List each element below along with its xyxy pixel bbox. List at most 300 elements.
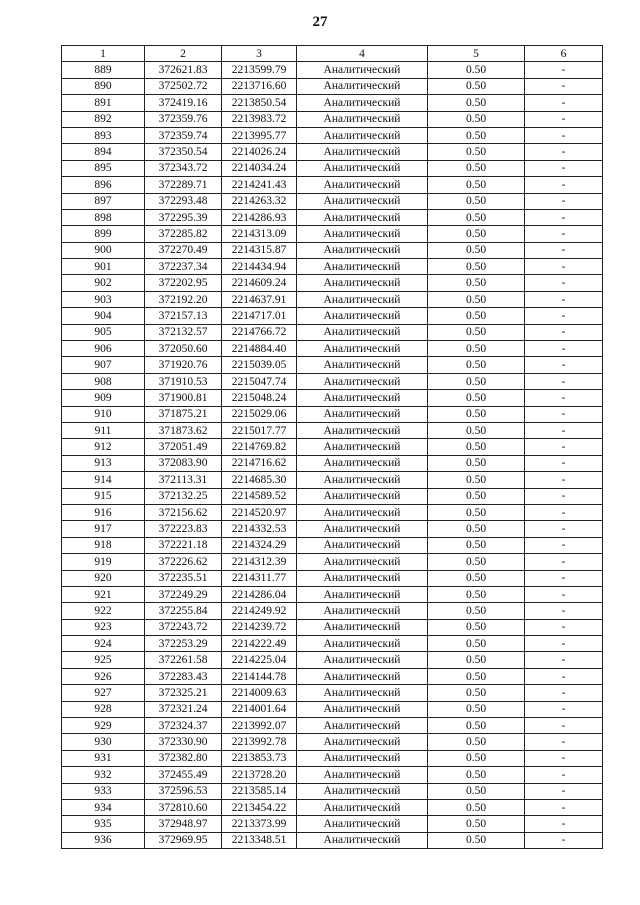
table-cell: Аналитический <box>297 488 428 504</box>
table-cell: - <box>525 111 603 127</box>
table-cell: Аналитический <box>297 799 428 815</box>
table-cell: Аналитический <box>297 95 428 111</box>
table-cell: 2213716.60 <box>222 78 297 94</box>
table-cell: Аналитический <box>297 62 428 78</box>
table-cell: 923 <box>62 619 145 635</box>
table-cell: 372157.13 <box>145 308 222 324</box>
table-cell: 372502.72 <box>145 78 222 94</box>
table-cell: 372350.54 <box>145 144 222 160</box>
table-row <box>62 291 603 307</box>
table-cell: - <box>525 799 603 815</box>
table-cell: 921 <box>62 586 145 602</box>
table-cell: 372325.21 <box>145 685 222 701</box>
table-cell: Аналитический <box>297 521 428 537</box>
table-cell: - <box>525 570 603 586</box>
table-cell: - <box>525 193 603 209</box>
table-cell: 0.50 <box>428 406 525 422</box>
table-cell: 0.50 <box>428 341 525 357</box>
table-cell: - <box>525 816 603 832</box>
table-cell: 372243.72 <box>145 619 222 635</box>
table-cell: 931 <box>62 750 145 766</box>
table-row <box>62 652 603 668</box>
table-row <box>62 226 603 242</box>
table-cell: 372293.48 <box>145 193 222 209</box>
table-cell: 2214009.63 <box>222 685 297 701</box>
table-cell: - <box>525 718 603 734</box>
table-cell: 0.50 <box>428 439 525 455</box>
table-cell: Аналитический <box>297 504 428 520</box>
table-cell: 2213454.22 <box>222 799 297 815</box>
table-cell: 910 <box>62 406 145 422</box>
table-cell: - <box>525 357 603 373</box>
table-cell: 372132.57 <box>145 324 222 340</box>
table-cell: 2214249.92 <box>222 603 297 619</box>
table-cell: 902 <box>62 275 145 291</box>
table-cell: 2214315.87 <box>222 242 297 258</box>
table-cell: 907 <box>62 357 145 373</box>
table-row <box>62 603 603 619</box>
table-row <box>62 799 603 815</box>
table-cell: 2214434.94 <box>222 259 297 275</box>
table-cell: - <box>525 832 603 848</box>
page-number: 27 <box>312 14 328 30</box>
table-row <box>62 488 603 504</box>
table-cell: - <box>525 324 603 340</box>
column-header: 2 <box>145 46 222 62</box>
table-cell: 2214324.29 <box>222 537 297 553</box>
table-row <box>62 570 603 586</box>
table-row <box>62 144 603 160</box>
table-row <box>62 62 603 78</box>
table-cell: 0.50 <box>428 144 525 160</box>
table-cell: 911 <box>62 422 145 438</box>
table-cell: 913 <box>62 455 145 471</box>
table-cell: 904 <box>62 308 145 324</box>
table-row <box>62 750 603 766</box>
table-cell: 2214312.39 <box>222 554 297 570</box>
table-cell: - <box>525 636 603 652</box>
table-cell: 2213373.99 <box>222 816 297 832</box>
table-cell: Аналитический <box>297 767 428 783</box>
table-cell: 0.50 <box>428 259 525 275</box>
table-cell: - <box>525 406 603 422</box>
table-cell: Аналитический <box>297 193 428 209</box>
column-header: 4 <box>297 46 428 62</box>
table-cell: 372382.80 <box>145 750 222 766</box>
table-cell: 0.50 <box>428 619 525 635</box>
table-cell: - <box>525 652 603 668</box>
table-cell: 372202.95 <box>145 275 222 291</box>
table-cell: 0.50 <box>428 586 525 602</box>
table-cell: 372051.49 <box>145 439 222 455</box>
table-cell: 916 <box>62 504 145 520</box>
table-cell: 920 <box>62 570 145 586</box>
table-row <box>62 373 603 389</box>
table-cell: 928 <box>62 701 145 717</box>
table-cell: 0.50 <box>428 177 525 193</box>
table-cell: 0.50 <box>428 308 525 324</box>
column-header: 6 <box>525 46 603 62</box>
table-cell: Аналитический <box>297 275 428 291</box>
table-cell: 371875.21 <box>145 406 222 422</box>
table-cell: 0.50 <box>428 111 525 127</box>
table-cell: 372113.31 <box>145 472 222 488</box>
table-cell: 926 <box>62 668 145 684</box>
table-cell: 2213348.51 <box>222 832 297 848</box>
table-cell: 372359.74 <box>145 127 222 143</box>
table-row <box>62 406 603 422</box>
table-cell: - <box>525 177 603 193</box>
table-row <box>62 472 603 488</box>
table-cell: 2214637.91 <box>222 291 297 307</box>
table-cell: 0.50 <box>428 324 525 340</box>
table-cell: 0.50 <box>428 816 525 832</box>
table-cell: Аналитический <box>297 439 428 455</box>
table-cell: 2215047.74 <box>222 373 297 389</box>
table-cell: - <box>525 341 603 357</box>
table-row <box>62 767 603 783</box>
table-cell: Аналитический <box>297 259 428 275</box>
table-row <box>62 586 603 602</box>
table-cell: 922 <box>62 603 145 619</box>
table-cell: 2214589.52 <box>222 488 297 504</box>
table-cell: 908 <box>62 373 145 389</box>
table-cell: 0.50 <box>428 291 525 307</box>
table-cell: 372226.62 <box>145 554 222 570</box>
table-cell: - <box>525 586 603 602</box>
column-header: 1 <box>62 46 145 62</box>
table-row <box>62 783 603 799</box>
table-cell: 2213853.73 <box>222 750 297 766</box>
table-row <box>62 341 603 357</box>
table-cell: - <box>525 537 603 553</box>
table-cell: 372156.62 <box>145 504 222 520</box>
table-row <box>62 259 603 275</box>
table-cell: 371873.62 <box>145 422 222 438</box>
table-cell: 372223.83 <box>145 521 222 537</box>
table-cell: 935 <box>62 816 145 832</box>
table-cell: 372235.51 <box>145 570 222 586</box>
table-cell: - <box>525 209 603 225</box>
table-cell: 2213585.14 <box>222 783 297 799</box>
table-cell: - <box>525 291 603 307</box>
table-cell: - <box>525 95 603 111</box>
table-row <box>62 685 603 701</box>
table-cell: Аналитический <box>297 554 428 570</box>
table-cell: Аналитический <box>297 685 428 701</box>
table-cell: 372249.29 <box>145 586 222 602</box>
table-cell: 0.50 <box>428 455 525 471</box>
table-cell: 372192.20 <box>145 291 222 307</box>
table-cell: - <box>525 783 603 799</box>
table-cell: Аналитический <box>297 308 428 324</box>
table-cell: - <box>525 554 603 570</box>
table-cell: 372132.25 <box>145 488 222 504</box>
table-cell: 932 <box>62 767 145 783</box>
table-cell: 0.50 <box>428 799 525 815</box>
table-cell: 0.50 <box>428 357 525 373</box>
table-cell: 372359.76 <box>145 111 222 127</box>
table-cell: 372289.71 <box>145 177 222 193</box>
table-cell: Аналитический <box>297 816 428 832</box>
table-cell: 2214332.53 <box>222 521 297 537</box>
table-cell: Аналитический <box>297 422 428 438</box>
table-cell: Аналитический <box>297 78 428 94</box>
table-cell: Аналитический <box>297 472 428 488</box>
table-cell: Аналитический <box>297 586 428 602</box>
table-cell: 899 <box>62 226 145 242</box>
table-row <box>62 242 603 258</box>
table-cell: - <box>525 668 603 684</box>
table-cell: 934 <box>62 799 145 815</box>
table-cell: 372948.97 <box>145 816 222 832</box>
table-cell: 2214225.04 <box>222 652 297 668</box>
table-cell: Аналитический <box>297 209 428 225</box>
table-cell: 2215029.06 <box>222 406 297 422</box>
table-cell: 372596.53 <box>145 783 222 799</box>
table-row <box>62 537 603 553</box>
table-cell: 372810.60 <box>145 799 222 815</box>
table-cell: 896 <box>62 177 145 193</box>
table-cell: Аналитический <box>297 718 428 734</box>
table-cell: Аналитический <box>297 406 428 422</box>
table-cell: Аналитический <box>297 455 428 471</box>
table-cell: Аналитический <box>297 832 428 848</box>
table-cell: 0.50 <box>428 750 525 766</box>
table-cell: 0.50 <box>428 242 525 258</box>
table-cell: 372221.18 <box>145 537 222 553</box>
table-cell: - <box>525 504 603 520</box>
table-cell: 371920.76 <box>145 357 222 373</box>
table-row <box>62 390 603 406</box>
table-cell: - <box>525 455 603 471</box>
table-cell: 929 <box>62 718 145 734</box>
table-cell: 0.50 <box>428 537 525 553</box>
table-cell: 372324.37 <box>145 718 222 734</box>
table-cell: 2214034.24 <box>222 160 297 176</box>
table-cell: Аналитический <box>297 324 428 340</box>
table-cell: 927 <box>62 685 145 701</box>
table-cell: 2214239.72 <box>222 619 297 635</box>
table-cell: 371900.81 <box>145 390 222 406</box>
table-row <box>62 160 603 176</box>
table-cell: 2215048.24 <box>222 390 297 406</box>
table-cell: - <box>525 422 603 438</box>
table-cell: 372285.82 <box>145 226 222 242</box>
table-cell: Аналитический <box>297 734 428 750</box>
table-cell: - <box>525 685 603 701</box>
table-cell: 0.50 <box>428 390 525 406</box>
table-cell: 2214286.04 <box>222 586 297 602</box>
table-row <box>62 554 603 570</box>
table-row <box>62 439 603 455</box>
table-cell: 0.50 <box>428 701 525 717</box>
table-cell: Аналитический <box>297 570 428 586</box>
table-cell: - <box>525 734 603 750</box>
table-cell: Аналитический <box>297 701 428 717</box>
table-cell: - <box>525 78 603 94</box>
table-cell: Аналитический <box>297 177 428 193</box>
table-row <box>62 816 603 832</box>
table-cell: 892 <box>62 111 145 127</box>
table-cell: 372455.49 <box>145 767 222 783</box>
table-cell: 372255.84 <box>145 603 222 619</box>
table-cell: Аналитический <box>297 652 428 668</box>
table-cell: 0.50 <box>428 504 525 520</box>
table-cell: Аналитический <box>297 373 428 389</box>
table-cell: - <box>525 275 603 291</box>
table-cell: 0.50 <box>428 783 525 799</box>
table-cell: 2215039.05 <box>222 357 297 373</box>
table-cell: 2213992.78 <box>222 734 297 750</box>
table-cell: - <box>525 259 603 275</box>
table-cell: - <box>525 701 603 717</box>
table-cell: 933 <box>62 783 145 799</box>
table-cell: 0.50 <box>428 127 525 143</box>
table-cell: 372343.72 <box>145 160 222 176</box>
table-cell: - <box>525 750 603 766</box>
table-cell: Аналитический <box>297 341 428 357</box>
table-cell: 2214716.62 <box>222 455 297 471</box>
table-cell: 0.50 <box>428 554 525 570</box>
table-cell: 0.50 <box>428 718 525 734</box>
table-cell: Аналитический <box>297 636 428 652</box>
table-cell: 372283.43 <box>145 668 222 684</box>
table-cell: 2214609.24 <box>222 275 297 291</box>
table-cell: 0.50 <box>428 652 525 668</box>
table-cell: 372261.58 <box>145 652 222 668</box>
table-row <box>62 521 603 537</box>
table-cell: 0.50 <box>428 472 525 488</box>
table-cell: 0.50 <box>428 62 525 78</box>
table-cell: 890 <box>62 78 145 94</box>
table-cell: 900 <box>62 242 145 258</box>
table-cell: 895 <box>62 160 145 176</box>
table-cell: - <box>525 767 603 783</box>
table-cell: 2214263.32 <box>222 193 297 209</box>
table-cell: 898 <box>62 209 145 225</box>
table-cell: 0.50 <box>428 832 525 848</box>
table-cell: 2213992.07 <box>222 718 297 734</box>
table-cell: 924 <box>62 636 145 652</box>
table-cell: 909 <box>62 390 145 406</box>
table-row <box>62 619 603 635</box>
table-cell: 372330.90 <box>145 734 222 750</box>
table-row <box>62 275 603 291</box>
coordinates-table <box>61 45 603 849</box>
table-cell: 2214001.64 <box>222 701 297 717</box>
table-cell: 903 <box>62 291 145 307</box>
table-cell: Аналитический <box>297 619 428 635</box>
table-cell: 919 <box>62 554 145 570</box>
table-cell: 2214685.30 <box>222 472 297 488</box>
table-cell: 2214313.09 <box>222 226 297 242</box>
table-row <box>62 718 603 734</box>
table-cell: 2214144.78 <box>222 668 297 684</box>
table-row <box>62 209 603 225</box>
table-cell: - <box>525 373 603 389</box>
table-cell: Аналитический <box>297 242 428 258</box>
table-cell: 0.50 <box>428 570 525 586</box>
table-cell: 372419.16 <box>145 95 222 111</box>
table-cell: 372253.29 <box>145 636 222 652</box>
table-cell: - <box>525 390 603 406</box>
table-cell: 0.50 <box>428 521 525 537</box>
table-cell: 2215017.77 <box>222 422 297 438</box>
header-row <box>62 46 603 62</box>
table-cell: Аналитический <box>297 111 428 127</box>
table-row <box>62 324 603 340</box>
table-cell: 2213850.54 <box>222 95 297 111</box>
table-cell: Аналитический <box>297 160 428 176</box>
table-cell: - <box>525 160 603 176</box>
table-cell: Аналитический <box>297 127 428 143</box>
table-cell: 0.50 <box>428 668 525 684</box>
table-cell: 0.50 <box>428 226 525 242</box>
table-cell: 0.50 <box>428 636 525 652</box>
table-cell: 0.50 <box>428 767 525 783</box>
table-cell: 372969.95 <box>145 832 222 848</box>
table-row <box>62 832 603 848</box>
table-row <box>62 455 603 471</box>
table-cell: 372237.34 <box>145 259 222 275</box>
table-row <box>62 78 603 94</box>
table-cell: 936 <box>62 832 145 848</box>
table-cell: 0.50 <box>428 193 525 209</box>
table-cell: 372270.49 <box>145 242 222 258</box>
table-cell: 912 <box>62 439 145 455</box>
table-header <box>62 46 603 62</box>
table-cell: 917 <box>62 521 145 537</box>
table-cell: 2214311.77 <box>222 570 297 586</box>
table-row <box>62 308 603 324</box>
table-cell: 914 <box>62 472 145 488</box>
table-cell: 0.50 <box>428 685 525 701</box>
table-row <box>62 504 603 520</box>
table-cell: 905 <box>62 324 145 340</box>
table-cell: 2213599.79 <box>222 62 297 78</box>
table-cell: - <box>525 127 603 143</box>
table-cell: 930 <box>62 734 145 750</box>
table-cell: - <box>525 62 603 78</box>
table-cell: - <box>525 619 603 635</box>
table-cell: 0.50 <box>428 78 525 94</box>
table-cell: 2213983.72 <box>222 111 297 127</box>
column-header: 5 <box>428 46 525 62</box>
table-cell: 2214286.93 <box>222 209 297 225</box>
table-cell: Аналитический <box>297 390 428 406</box>
table-cell: - <box>525 472 603 488</box>
table-cell: 371910.53 <box>145 373 222 389</box>
table-cell: Аналитический <box>297 668 428 684</box>
table-cell: 0.50 <box>428 373 525 389</box>
table-row <box>62 357 603 373</box>
table-row <box>62 127 603 143</box>
table-cell: - <box>525 226 603 242</box>
table-cell: Аналитический <box>297 750 428 766</box>
table-cell: 0.50 <box>428 95 525 111</box>
table-cell: Аналитический <box>297 357 428 373</box>
table-cell: 915 <box>62 488 145 504</box>
table-cell: 894 <box>62 144 145 160</box>
table-row <box>62 668 603 684</box>
table-cell: Аналитический <box>297 783 428 799</box>
table-cell: 2214520.97 <box>222 504 297 520</box>
table-cell: 2214884.40 <box>222 341 297 357</box>
table-cell: 897 <box>62 193 145 209</box>
table-cell: 0.50 <box>428 488 525 504</box>
table-cell: 918 <box>62 537 145 553</box>
